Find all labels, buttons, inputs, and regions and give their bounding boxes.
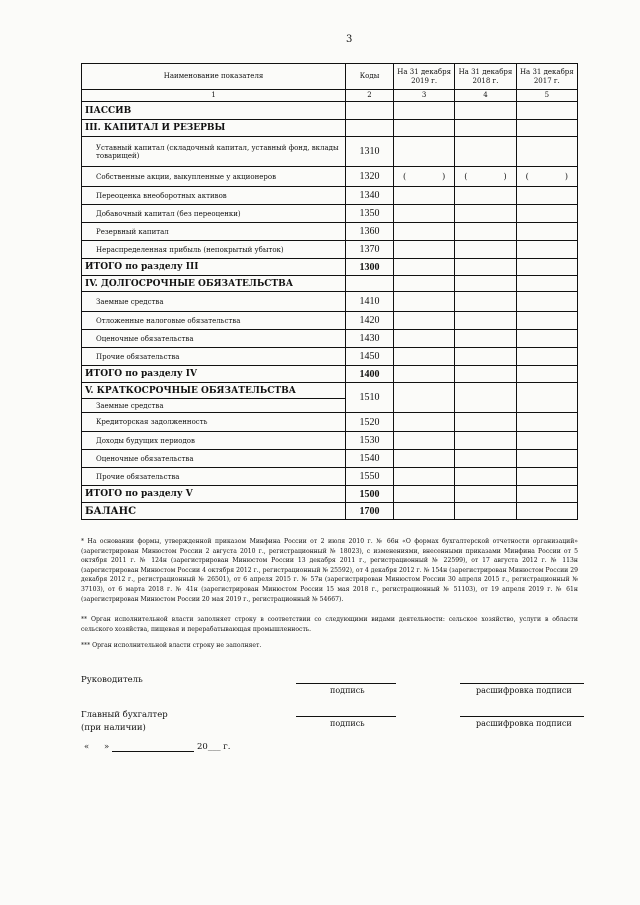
table-row	[82, 137, 578, 167]
passiv-heading: ПАССИВ	[82, 102, 346, 120]
date-open-quote: «	[84, 742, 90, 752]
row-label: Оценочные обязательства	[82, 330, 346, 348]
section-4-heading: IV. ДОЛГОСРОЧНЫЕ ОБЯЗАТЕЛЬСТВА	[82, 276, 346, 292]
row-code: 1350	[346, 205, 394, 223]
table-row	[82, 366, 578, 383]
col-number-4: 4	[455, 90, 516, 102]
row-label: Кредиторская задолженность	[82, 413, 346, 432]
date-year: 20___ г.	[197, 742, 231, 752]
row-code: 1320	[346, 167, 394, 187]
footnote-3: *** Орган исполнительной власти строку не заполняет.	[81, 642, 262, 649]
chief-decode-line	[460, 716, 584, 717]
date-close-quote: »	[104, 742, 110, 752]
table-row	[82, 223, 578, 241]
row-code: 1510	[346, 383, 394, 413]
table-row	[82, 259, 578, 276]
table-row	[82, 120, 578, 137]
paren-close: )	[442, 172, 446, 181]
row-code: 1310	[346, 137, 394, 167]
row-code: 1530	[346, 432, 394, 450]
table-row	[82, 167, 578, 187]
chief-accountant-label: Главный бухгалтер	[81, 710, 168, 720]
date-month-line	[112, 751, 194, 752]
head-decode-line	[460, 683, 584, 684]
head-label: Руководитель	[81, 675, 143, 685]
head-signature-line	[296, 683, 396, 684]
row-label: Оценочные обязательства	[82, 450, 346, 468]
header-2019: На 31 декабря 2019 г.	[393, 64, 454, 90]
col-number-1: 1	[82, 90, 346, 102]
balance-liabilities-table	[81, 63, 578, 520]
table-row	[82, 312, 578, 330]
row-label: Нераспределенная прибыль (непокрытый убыток)	[82, 241, 346, 259]
paren-open: (	[464, 172, 468, 181]
row-code: 1540	[346, 450, 394, 468]
row-label: ИТОГО по разделу V	[82, 486, 346, 503]
row-code: 1430	[346, 330, 394, 348]
row-label: Заемные средства	[82, 399, 346, 413]
footnote-1: * На основании формы, утвержденной приказом Минфина России от 2 июля 2010 г. № 66н «О формах бухгалтерской отчетности организаций» (зарегистрирован Минюстом России 2 августа 2010 г., регистрационный № 18023), с изменениями, внесенными приказами Минфина России от 5 октября 2011 г. № 124н (зарегистрирован Минюстом России 13 декабря 2011 г., регистрационный № 22599), от 17 августа 2012 г. № 113н (зарегистрирован Минюстом России 4 октября 2012 г., регистрационный № 25592), от 4 декабря 2012 г. № 154н (зарегистрирован Минюстом России 29 декабря 2012 г., регистрационный № 26501), от 6 апреля 2015 г. № 57н (зарегистрирован Минюстом России 30 апреля 2015 г., регистрационный № 37103), от 6 марта 2018 г. № 41н (зарегистрирован Минюстом России 15 мая 2018 г., регистрационный № 51103), от 19 апреля 2019 г. № 61н (зарегистрирован Минюстом России 20 мая 2019 г., регистрационный № 54667).	[81, 538, 578, 603]
table-row	[82, 241, 578, 259]
row-label: Резервный капитал	[82, 223, 346, 241]
table-row	[82, 450, 578, 468]
table-row	[82, 348, 578, 366]
table-row	[82, 205, 578, 223]
row-label: Заемные средства	[82, 292, 346, 312]
row-label: Уставный капитал (складочный капитал, уставный фонд, вклады товарищей)	[82, 137, 346, 167]
page-number: 3	[346, 34, 353, 45]
paren-close: )	[503, 172, 507, 181]
row-code: 1420	[346, 312, 394, 330]
chief-decode-hint: расшифровка подписи	[476, 719, 572, 728]
header-code: Коды	[346, 64, 394, 90]
row-code: 1370	[346, 241, 394, 259]
row-code: 1400	[346, 366, 394, 383]
row-code: 1410	[346, 292, 394, 312]
col-number-2: 2	[346, 90, 394, 102]
table-row	[82, 102, 578, 120]
table-row	[82, 187, 578, 205]
row-code: 1520	[346, 413, 394, 432]
chief-accountant-note: (при наличии)	[81, 723, 146, 733]
row-label: Прочие обязательства	[82, 468, 346, 486]
column-number-row	[82, 90, 578, 102]
table-row	[82, 468, 578, 486]
row-code: 1300	[346, 259, 394, 276]
table-row	[82, 432, 578, 450]
table-row	[82, 383, 578, 399]
row-label: Переоценка внеоборотных активов	[82, 187, 346, 205]
section-5-heading: V. КРАТКОСРОЧНЫЕ ОБЯЗАТЕЛЬСТВА	[82, 383, 346, 399]
row-label: Отложенные налоговые обязательства	[82, 312, 346, 330]
row-label: Доходы будущих периодов	[82, 432, 346, 450]
header-name: Наименование показателя	[82, 64, 346, 90]
footnote-2: ** Орган исполнительной власти заполняет строку в соответствии со следующими видами деятельности: сельское хозяйство, услуги в области сельского хозяйства, пищевая и перерабатывающая промышленность.	[81, 616, 578, 633]
row-label: Собственные акции, выкупленные у акционеров	[82, 167, 346, 187]
table-row	[82, 413, 578, 432]
row-label: Прочие обязательства	[82, 348, 346, 366]
chief-signature-hint: подпись	[330, 719, 365, 728]
table-row	[82, 503, 578, 520]
row-label: БАЛАНС	[82, 503, 346, 520]
row-label: Добавочный капитал (без переоценки)	[82, 205, 346, 223]
header-2017: На 31 декабря 2017 г.	[516, 64, 577, 90]
table-row	[82, 330, 578, 348]
head-signature-hint: подпись	[330, 686, 365, 695]
col-number-3: 3	[393, 90, 454, 102]
head-decode-hint: расшифровка подписи	[476, 686, 572, 695]
row-code: 1550	[346, 468, 394, 486]
row-label: ИТОГО по разделу IV	[82, 366, 346, 383]
row-code: 1340	[346, 187, 394, 205]
header-row	[82, 64, 578, 90]
row-code: 1500	[346, 486, 394, 503]
table-row	[82, 486, 578, 503]
row-code: 1360	[346, 223, 394, 241]
table-row	[82, 292, 578, 312]
header-2018: На 31 декабря 2018 г.	[455, 64, 516, 90]
section-3-heading: III. КАПИТАЛ И РЕЗЕРВЫ	[82, 120, 346, 137]
table-row	[82, 276, 578, 292]
col-number-5: 5	[516, 90, 577, 102]
paren-close: )	[564, 172, 568, 181]
row-code: 1700	[346, 503, 394, 520]
paren-open: (	[402, 172, 407, 181]
paren-open: (	[525, 172, 529, 181]
chief-signature-line	[296, 716, 396, 717]
row-code: 1450	[346, 348, 394, 366]
row-label: ИТОГО по разделу III	[82, 259, 346, 276]
